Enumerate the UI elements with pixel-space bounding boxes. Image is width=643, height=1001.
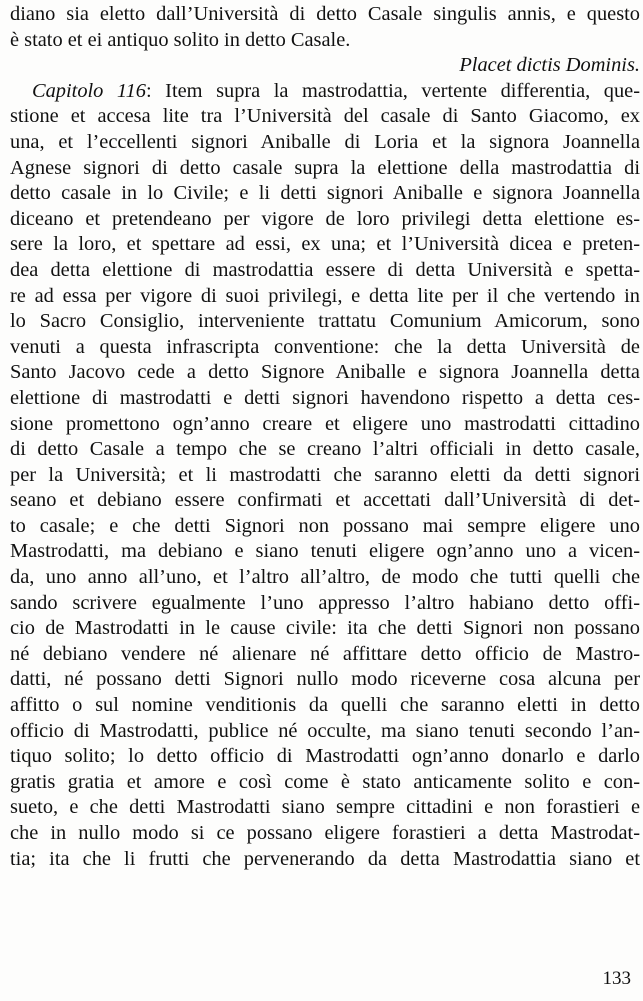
text-line: lo Sacro Consiglio, interveniente trattatu Comunium Amicorum, sono [10, 310, 640, 333]
text-line: diceano et pretendeano per vigore de loro privilegi detta elettione es- [10, 207, 640, 230]
page-number: 133 [602, 968, 631, 989]
text-line: to casale; e che detti Signori non possano mai sempre eligere uno [10, 514, 640, 537]
chapter-body [10, 104, 640, 872]
text-line: sando scrivere egualmente l’uno appresso l’altro habiano detto offi- [10, 591, 640, 614]
text-line: Mastrodatti, ma debiano e siano tenuti eligere ogn’anno uno a vicen- [10, 540, 640, 563]
text-line: dea detta elettione di mastrodattia essere di detta Università e spetta- [10, 258, 640, 281]
text-line: sere la loro, et spettare ad essi, ex una; et l’Università dicea e preten- [10, 233, 640, 256]
chapter-label: Capitolo 116 [32, 79, 146, 102]
text-line: che in nullo modo si ce possano eligere forastieri a detta Mastrodat- [10, 822, 640, 844]
text-line: venuti a questa infrascripta conventione: che la detta Università de [10, 335, 640, 358]
text-line: seano et debiano essere confirmati et accettati dall’Università di det- [10, 489, 640, 512]
text-line: officio di Mastrodatti, publice né occulte, ma siano tenuti secondo l’an- [10, 719, 640, 742]
text-line: Santo Jacovo cede a detto Signore Aniballe e signora Joannella detta [10, 361, 640, 384]
text-line: di detto Casale a tempo che se creano l’altri officiali in detto casale, [10, 438, 640, 461]
text-line: Agnese signori di detto casale supra la elettione della mastrodattia di [10, 156, 640, 179]
text-line: re ad essa per vigore di suoi privilegi, e detta lite per il che vertendo in [10, 284, 640, 307]
text-line: sueto, e che detti Mastrodatti siano sempre cittadini e non forastieri e [10, 796, 640, 819]
text-line: affitto o sul nomine venditionis da quelli che saranno eletti in detto [10, 694, 640, 717]
text-line: gratis gratia et amore e così come è stato anticamente solito e con- [10, 770, 640, 793]
text-line: una, et l’eccellenti signori Aniballe di Loria et la signora Joannella [10, 130, 640, 153]
text-line: da, uno anno all’uno, et l’altro all’altro, de modo che tutti quelli che [10, 566, 640, 589]
placet-line: Placet dictis Dominis. [459, 54, 640, 77]
text-line: sione promettono ogn’anno creare et eligere uno mastrodatti cittadino [10, 412, 640, 435]
text-line: datti, né possano detti Signori nullo modo riceverne cosa alcuna per [10, 668, 640, 691]
body-text [10, 2, 640, 872]
chapter-heading-line [10, 79, 640, 105]
text-line: detto casale in lo Civile; e li detti signori Aniballe e signora Joannella [10, 182, 640, 205]
text-line: tiquo solito; lo detto officio di Mastrodatti ogn’anno donarlo e darlo [10, 745, 640, 768]
text-line: per la Università; et li mastrodatti che saranno eletti da detti signori [10, 463, 640, 486]
text-line: né debiano vendere né alienare né affittare detto officio de Mastro- [10, 642, 640, 665]
text-line: elettione di mastrodatti e detti signori havendono rispetto a detta ces- [10, 386, 640, 409]
chapter-line-rest: : Item supra la mastrodattia, vertente differentia, que- [145, 79, 641, 102]
text-line: è stato et ei antiquo solito in detto Casale. [10, 28, 351, 51]
text-line: tia; ita che li frutti che pervenerando da detta Mastrodattia siano et [10, 847, 640, 870]
text-line: stione et accesa lite tra l’Università del casale di Santo Giacomo, ex [10, 105, 640, 128]
text-line: diano sia eletto dall’Università di detto Casale singulis annis, e questo [10, 3, 640, 25]
text-line: cio de Mastrodatti in le cause civile: ita che detti Signori non possano [10, 617, 640, 640]
